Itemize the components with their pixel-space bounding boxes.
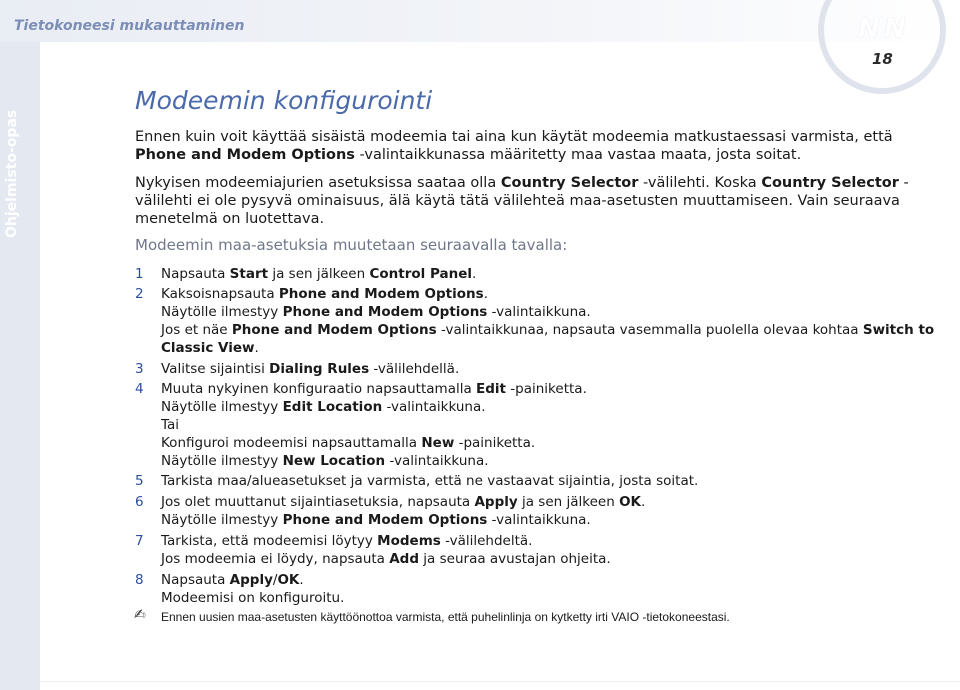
sidebar — [0, 42, 40, 690]
decorative-ring — [818, 0, 946, 94]
pen-note-icon: ✍ — [134, 607, 146, 623]
sidebar-label: Ohjelmisto-opas — [4, 109, 20, 238]
warning-paragraph: Nykyisen modeemiajurien asetuksissa saataa olla Country Selector -välilehti. Koska Country Selector - välilehti ei ole pysyvä ominaisuus, älä käytä tätä välilehteä maa-asetusten muuttamiseen. Vain seuraava menetelmä on luotettava. — [135, 175, 909, 227]
note-text: Ennen uusien maa-asetusten käyttöönottoa varmista, että puhelinlinja on kytketty irti VAIO -tietokoneestasi. — [161, 610, 730, 624]
section-title: Tietokoneesi mukauttaminen — [14, 18, 245, 34]
nav-back-icon[interactable]: N — [858, 14, 876, 44]
nav-forward-icon[interactable]: N — [884, 14, 902, 44]
intro-paragraph: Ennen kuin voit käyttää sisäistä modeemia tai aina kun käytät modeemia matkustaessasi varmista, että Phone and Modem Options -valintaikkunassa määritetty maa vastaa maata, josta soitat. — [135, 129, 893, 163]
footer-divider — [40, 681, 960, 682]
page-title: Modeemin konfigurointi — [135, 86, 433, 115]
page-number: 18 — [872, 50, 893, 68]
steps-lead: Modeemin maa-asetuksia muutetaan seuraavalla tavalla: — [135, 236, 568, 254]
